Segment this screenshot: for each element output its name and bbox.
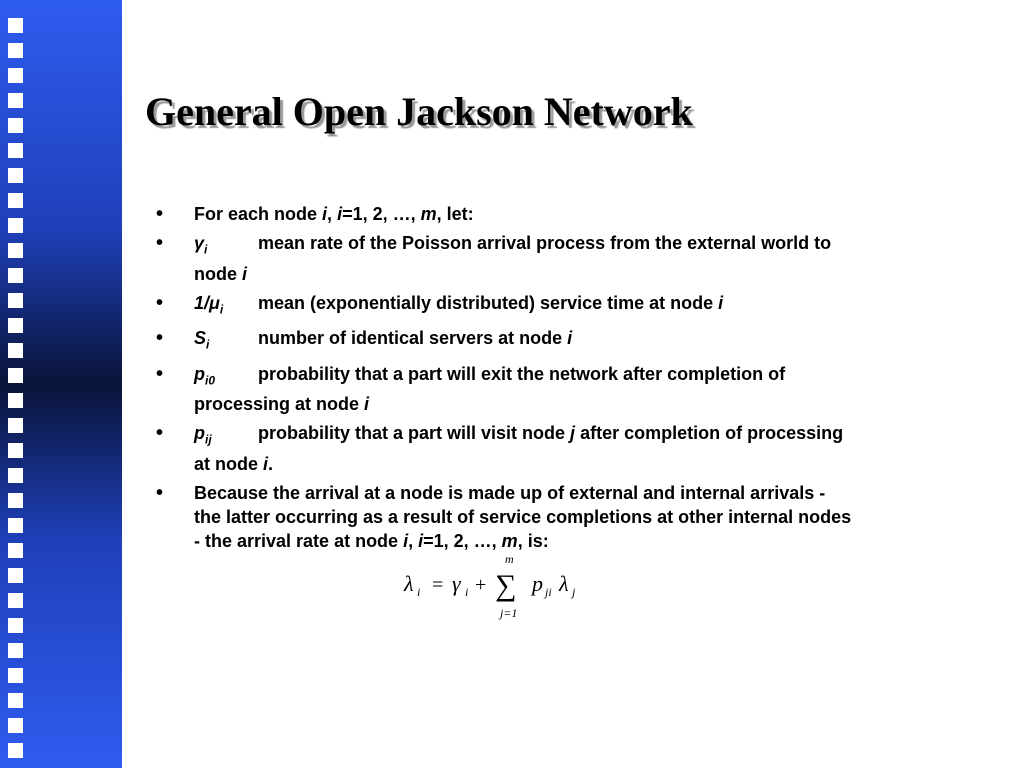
decorative-square xyxy=(8,218,23,233)
decorative-square xyxy=(8,693,23,708)
decorative-square xyxy=(8,268,23,283)
decorative-square xyxy=(8,618,23,633)
decorative-square xyxy=(8,743,23,758)
eq-p: p xyxy=(532,571,543,596)
decorative-square xyxy=(8,118,23,133)
bullet-dot: • xyxy=(156,362,164,385)
bullet-dot: • xyxy=(156,481,164,504)
sidebar-decoration xyxy=(0,0,122,768)
symbol: $1/\mu_i$ xyxy=(194,292,224,317)
decorative-square xyxy=(8,468,23,483)
decorative-square xyxy=(8,418,23,433)
decorative-square xyxy=(8,93,23,108)
bullet-item: • Because the arrival at a node is made up of external and internal arrivals - the latter occurring as a result of service completions at other internal nodes - the arrival rate at node i, i=1, 2, …, m, is: xyxy=(156,481,852,551)
eq-sum: ∑ xyxy=(495,569,517,602)
decorative-square xyxy=(8,393,23,408)
decorative-square xyxy=(8,318,23,333)
eq-lambda: λ xyxy=(559,571,569,596)
decorative-square xyxy=(8,143,23,158)
bullet-item: • $\gamma_i$ mean rate of the Poisson arrival process from the external world to node i xyxy=(156,232,832,284)
bullet-dot: • xyxy=(156,232,164,254)
bullet-dot: • xyxy=(156,203,164,225)
decorative-square xyxy=(8,593,23,608)
bullet-item: • $p_{i0}$ probability that a part will exit the network after completion of processing at node i xyxy=(156,362,786,415)
symbol: $S_i$ xyxy=(194,328,210,352)
eq-plus: + xyxy=(475,574,487,596)
eq-sum-lower: j=1 xyxy=(500,606,518,620)
decorative-square xyxy=(8,718,23,733)
eq-gamma: γ xyxy=(452,571,461,596)
symbol: $\gamma_i$ xyxy=(194,233,208,257)
eq-sum-upper: m xyxy=(505,553,514,566)
decorative-square xyxy=(8,293,23,308)
decorative-square xyxy=(8,68,23,83)
decorative-square xyxy=(8,193,23,208)
bullet-item: • $p_{ij}$ probability that a part will visit node j after completion of processing at node i. xyxy=(156,422,844,474)
eq-lhs-sub: i xyxy=(417,585,421,599)
eq-p-sub: ji xyxy=(545,585,552,599)
decorative-square xyxy=(8,668,23,683)
decorative-square xyxy=(8,343,23,358)
symbol: $p_{ij}$ xyxy=(194,423,212,447)
symbol: $p_{i0}$ xyxy=(194,363,216,388)
bullet-item: • $S_i$ number of identical servers at node i xyxy=(156,326,856,357)
slide-title: General Open Jackson Network xyxy=(145,89,693,134)
eq-lhs: λ xyxy=(404,571,414,596)
decorative-square xyxy=(8,518,23,533)
eq-gamma-sub: i xyxy=(465,585,469,599)
bullet-dot: • xyxy=(156,291,164,314)
bullet-item: • For each node i, i=1, 2, …, m, let: xyxy=(156,203,474,225)
decorative-square xyxy=(8,643,23,658)
decorative-square xyxy=(8,18,23,33)
bullet-dot: • xyxy=(156,327,164,350)
decorative-square xyxy=(8,243,23,258)
eq-lambda-sub: j xyxy=(572,585,576,599)
decorative-square xyxy=(8,568,23,583)
bullet-item: • $1/\mu_i$ mean (exponentially distributed) service time at node i xyxy=(156,291,856,322)
decorative-square xyxy=(8,43,23,58)
decorative-square xyxy=(8,443,23,458)
bullet-list xyxy=(156,202,856,558)
decorative-square xyxy=(8,368,23,383)
decorative-square xyxy=(8,493,23,508)
eq-equals: = xyxy=(432,574,444,596)
arrival-rate-equation xyxy=(402,553,592,623)
decorative-square xyxy=(8,543,23,558)
decorative-square xyxy=(8,168,23,183)
bullet-dot: • xyxy=(156,422,164,445)
